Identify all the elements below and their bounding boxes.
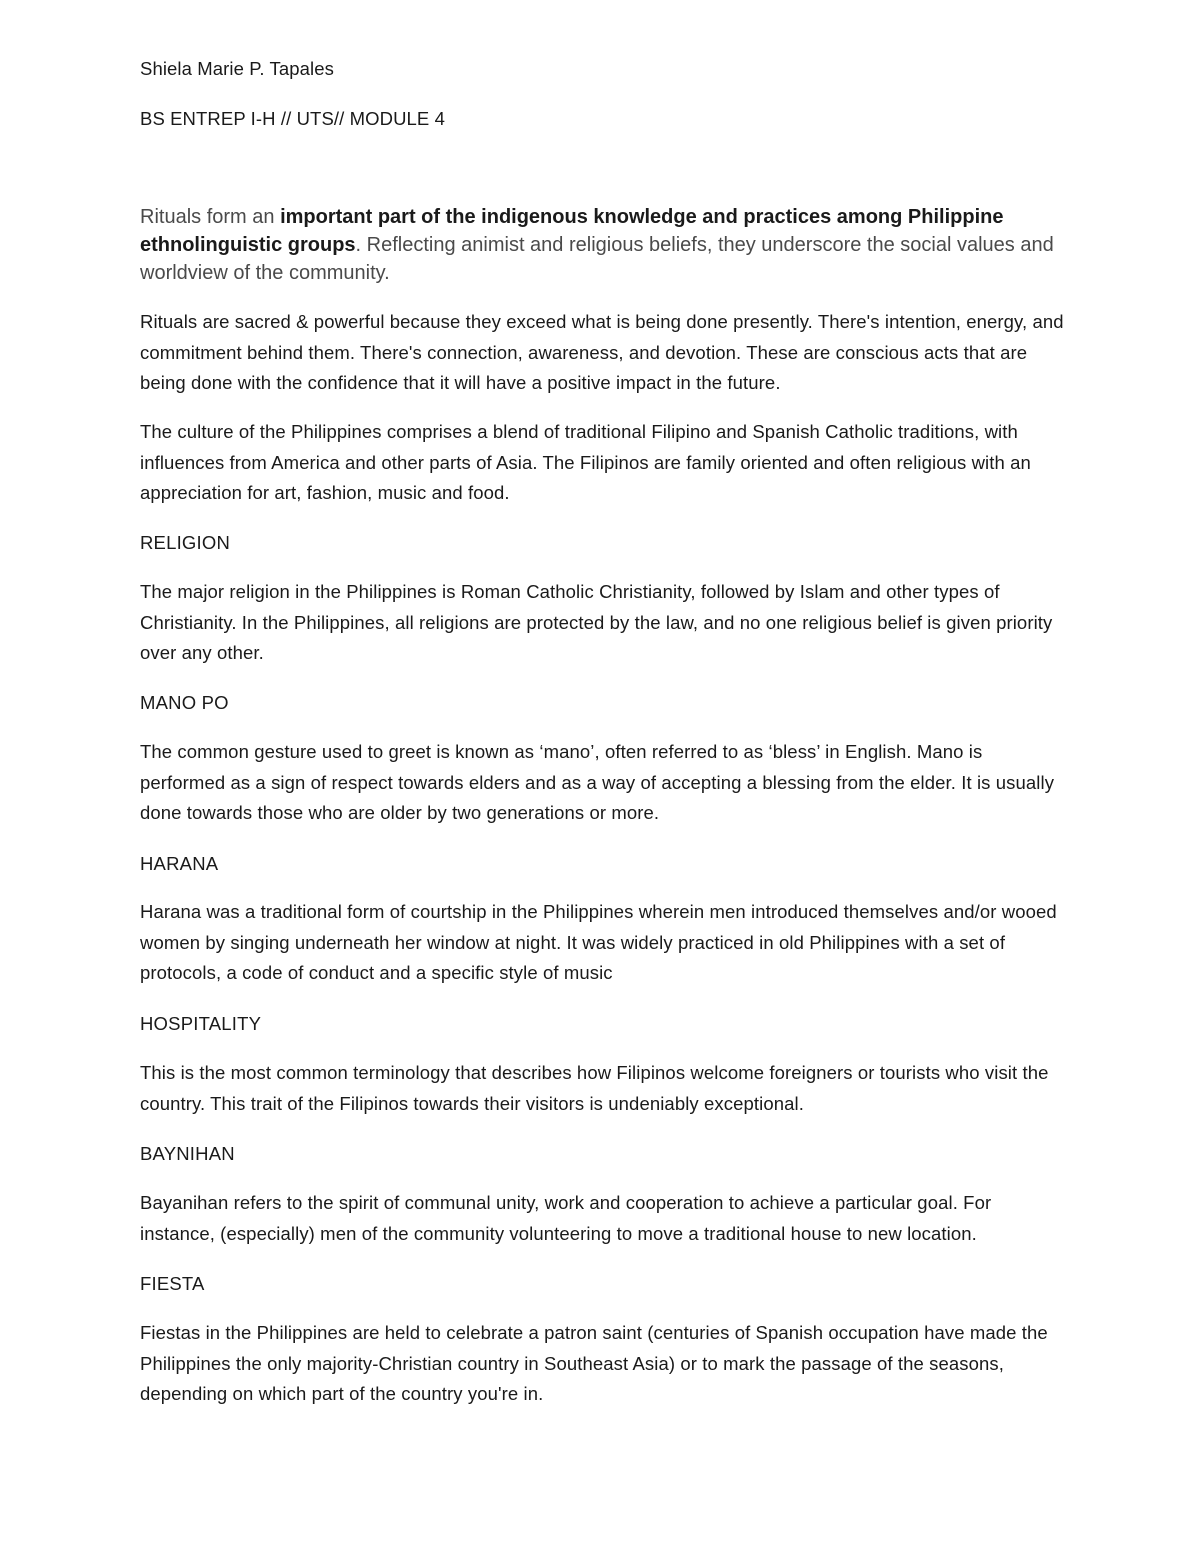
bayanihan-paragraph: Bayanihan refers to the spirit of communal unity, work and cooperation to achieve a particular goal. For instance, (especially) men of the community volunteering to move a traditional house to new location.	[140, 1192, 992, 1244]
author-name: Shiela Marie P. Tapales	[140, 58, 334, 79]
rituals-paragraph: Rituals are sacred & powerful because they exceed what is being done presently. There's intention, energy, and commitment behind them. There's connection, awareness, and devotion. These are conscious acts that are being done with the confidence that it will have a positive impact in the future.	[140, 311, 1064, 393]
hospitality-heading: HOSPITALITY	[140, 1013, 262, 1034]
intro-lead: Rituals form an	[140, 206, 281, 228]
intro-rest: . Reflecting animist and religious beliefs, they underscore the social values and worldview of the community.	[140, 234, 1054, 284]
religion-heading: RELIGION	[140, 532, 231, 553]
bayanihan-heading: BAYNIHAN	[140, 1143, 235, 1164]
intro-bold: important part of the indigenous knowledge and practices among Philippine ethnolinguistic groups	[140, 206, 1004, 256]
fiesta-heading: FIESTA	[140, 1273, 205, 1294]
harana-paragraph: Harana was a traditional form of courtship in the Philippines wherein men introduced themselves and/or wooed women by singing underneath her window at night. It was widely practiced in old Philippines with a set of protocols, a code of conduct and a specific style of music	[140, 901, 1057, 983]
culture-paragraph: The culture of the Philippines comprises a blend of traditional Filipino and Spanish Catholic traditions, with influences from America and other parts of Asia. The Filipinos are family oriented and often religious with an appreciation for art, fashion, music and food.	[140, 421, 1031, 503]
course-line: BS ENTREP I-H // UTS// MODULE 4	[140, 108, 445, 129]
mano-po-heading: MANO PO	[140, 692, 229, 713]
intro-paragraph	[140, 203, 1060, 287]
harana-heading: HARANA	[140, 853, 219, 874]
fiesta-paragraph: Fiestas in the Philippines are held to celebrate a patron saint (centuries of Spanish occupation have made the Philippines the only majority-Christian country in Southeast Asia) or to mark the passage of the seasons, depending on which part of the country you're in.	[140, 1322, 1048, 1404]
religion-paragraph: The major religion in the Philippines is Roman Catholic Christianity, followed by Islam and other types of Christianity. In the Philippines, all religions are protected by the law, and no one religious belief is given priority over any other.	[140, 581, 1053, 663]
hospitality-paragraph: This is the most common terminology that describes how Filipinos welcome foreigners or tourists who visit the country. This trait of the Filipinos towards their visitors is undeniably exceptional.	[140, 1062, 1049, 1114]
mano-po-paragraph: The common gesture used to greet is known as ‘mano’, often referred to as ‘bless’ in English. Mano is performed as a sign of respect towards elders and as a way of accepting a blessing from the elder. It is usually done towards those who are older by two generations or more.	[140, 741, 1055, 823]
